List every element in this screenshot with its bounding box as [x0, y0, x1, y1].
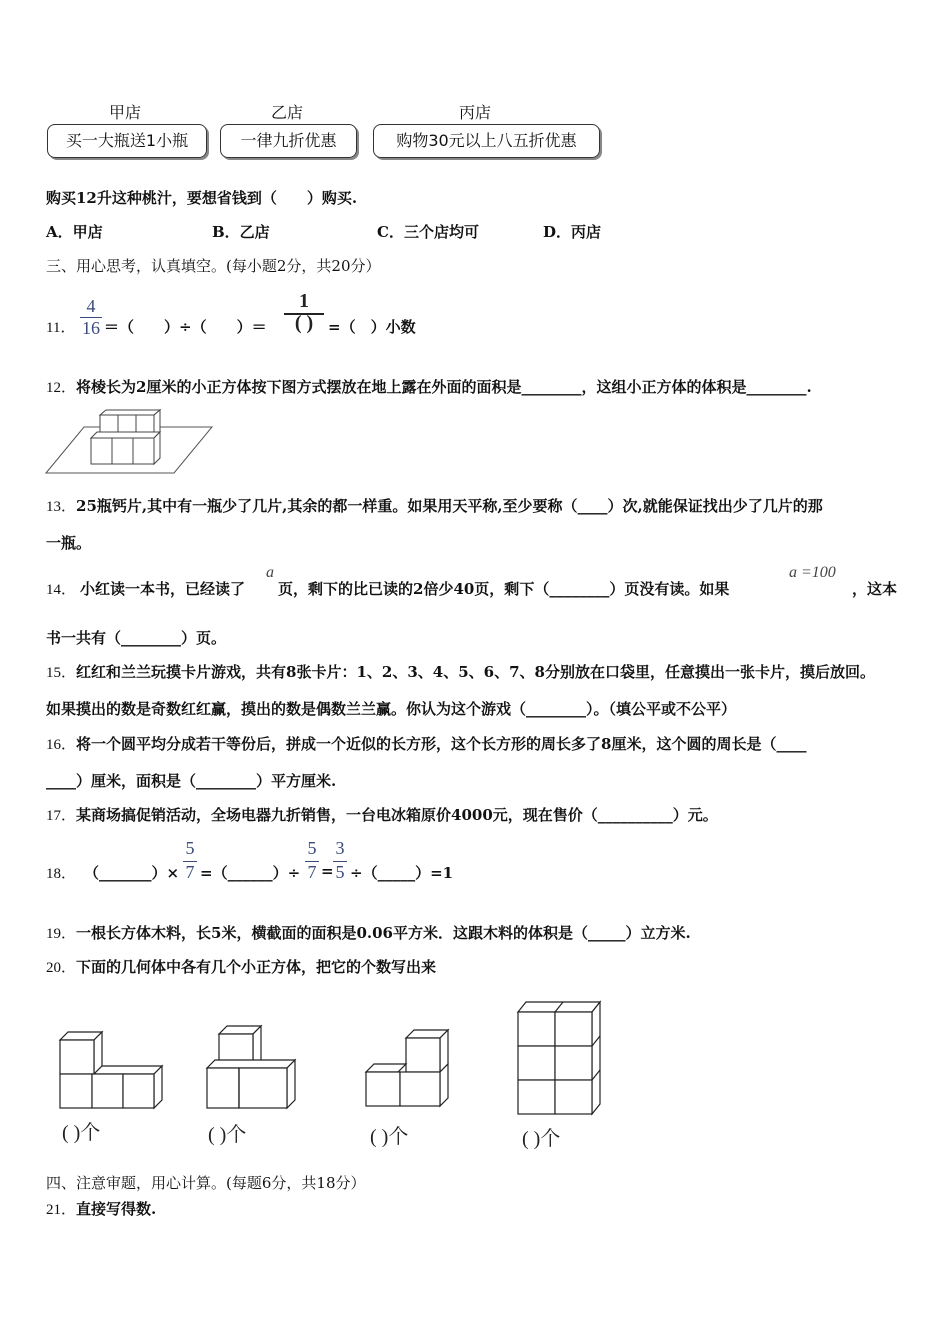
- q11-frac2-denominator: ( ): [294, 312, 314, 334]
- q12-cube-figure: [44, 405, 216, 477]
- option-c[interactable]: C．三个店均可: [377, 223, 479, 241]
- q11-middle: ＝（ ）÷（ ）＝: [104, 318, 267, 336]
- store-offer-jia: 买一大瓶送1小瓶: [47, 124, 207, 158]
- store-offer-bing: 购物30元以上八五折优惠: [373, 124, 600, 158]
- option-d[interactable]: D．丙店: [543, 223, 602, 241]
- q17-number: 17．: [46, 808, 77, 824]
- q14-line2: 书一共有（________）页。: [46, 629, 227, 647]
- q11-number: 11．: [46, 320, 76, 336]
- q21: [46, 1198, 156, 1219]
- option-b[interactable]: B．乙店: [212, 223, 270, 241]
- q18-fraction-3: [333, 838, 347, 884]
- q16-number: 16．: [46, 737, 77, 753]
- q18-part3: =: [321, 862, 334, 880]
- q11-frac-denominator: 16: [82, 318, 100, 338]
- q14-condition: a =100: [789, 564, 836, 581]
- q16-text-1: 将一个圆平均分成若干等份后，拼成一个近似的长方形，这个长方形的周长多了8厘米，这个圆的周长是（____: [76, 735, 807, 753]
- q20-answer-3[interactable]: ( )个: [370, 1126, 409, 1148]
- q19-text: 一根长方体木料，长5米，横截面的面积是0.06平方米．这跟木料的体积是（_____）立方米.: [76, 924, 691, 942]
- q18: [46, 836, 546, 888]
- q15-line1: [46, 661, 875, 682]
- q13-number: 13．: [46, 499, 77, 515]
- q20-answer-1[interactable]: ( )个: [62, 1122, 101, 1144]
- q20-figure-1: [56, 1030, 166, 1112]
- store-name-yi: 乙店: [270, 103, 303, 122]
- store-name-jia: 甲店: [108, 103, 141, 122]
- q18-f2-num: 5: [307, 838, 317, 858]
- q12-text: 将棱长为2厘米的小正方体按下图方式摆放在地上露在外面的面积是________，这组小正方体的体积是________.: [76, 378, 812, 396]
- q18-fraction-2: [305, 838, 319, 884]
- q18-number: 18．: [46, 866, 77, 882]
- q19-number: 19．: [46, 926, 77, 942]
- q14-var-a: a: [266, 564, 274, 581]
- q17: [46, 804, 718, 825]
- q12: [46, 376, 812, 397]
- section-4-heading: 四、注意审题，用心计算。(每题6分，共18分）: [46, 1174, 366, 1192]
- q11-tail: =（ ）小数: [328, 318, 416, 336]
- store-offer-yi: 一律九折优惠: [220, 124, 357, 158]
- q20-answer-4[interactable]: ( )个: [522, 1128, 561, 1150]
- q16-line2: ____）厘米，面积是（________）平方厘米.: [46, 772, 337, 790]
- q14-line1: [46, 562, 916, 602]
- q17-text: 某商场搞促销活动，全场电器九折销售，一台电冰箱原价4000元，现在售价（__________）元。: [76, 806, 718, 824]
- q13-line1: [46, 495, 823, 516]
- q20-figure-3: [360, 1026, 456, 1114]
- q20-text: 下面的几何体中各有几个小正方体，把它的个数写出来: [76, 958, 437, 976]
- q18-f1-num: 5: [185, 838, 195, 858]
- cube-stack: [91, 410, 160, 464]
- q18-part4: ÷（_____）=1: [350, 864, 454, 882]
- q18-f2-den: 7: [307, 862, 317, 882]
- q11-fraction-1-blank: [284, 290, 324, 340]
- q21-number: 21．: [46, 1202, 77, 1218]
- option-a[interactable]: A．甲店: [46, 223, 103, 241]
- q11-frac2-numerator: 1: [299, 290, 309, 312]
- q18-f3-den: 5: [335, 862, 345, 882]
- q18-part1: （_______）×: [84, 864, 180, 882]
- q15-text-1: 红红和兰兰玩摸卡片游戏，共有8张卡片：1、2、3、4、5、6、7、8分别放在口袋里，任意摸出一张卡片，摸后放回。: [76, 663, 875, 681]
- q18-f1-den: 7: [185, 862, 195, 882]
- q18-part2: =（______）÷: [200, 864, 301, 882]
- q14-part1: 小红读一本书，已经读了: [80, 580, 246, 598]
- q18-f3-num: 3: [335, 838, 345, 858]
- q19: [46, 922, 691, 943]
- q11: [46, 290, 546, 346]
- q15-line2: 如果摸出的数是奇数红红赢，摸出的数是偶数兰兰赢。你认为这个游戏（________）。（填公平或不公平）: [46, 700, 737, 718]
- q20: [46, 956, 436, 977]
- q16-line1: [46, 733, 806, 754]
- q20-figure-4: [512, 1000, 606, 1118]
- q14-number: 14．: [46, 582, 77, 598]
- section-3-heading: 三、用心思考，认真填空。(每小题2分，共20分）: [46, 257, 381, 275]
- q11-frac-numerator: 4: [86, 296, 96, 316]
- q20-number: 20．: [46, 960, 77, 976]
- q13-text-1: 25瓶钙片,其中有一瓶少了几片,其余的都一样重。如果用天平称,至少要称（____）次,就能保证找出少了几片的那: [76, 497, 823, 515]
- q15-number: 15．: [46, 665, 77, 681]
- q14-part2: 页，剩下的比已读的2倍少40页，剩下（________）页没有读。如果: [278, 580, 730, 598]
- q12-number: 12．: [46, 380, 77, 396]
- q13-line2: 一瓶。: [46, 534, 92, 552]
- q20-answer-2[interactable]: ( )个: [208, 1124, 247, 1146]
- q21-text: 直接写得数.: [76, 1200, 157, 1218]
- q20-figure-2: [203, 1024, 299, 1112]
- store-name-bing: 丙店: [458, 103, 491, 122]
- q14-part3: ，这本: [852, 580, 898, 598]
- q-prev-stem: 购买12升这种桃汁，要想省钱到（ ）购买.: [46, 189, 358, 207]
- q11-fraction-4-16: [80, 296, 102, 340]
- q18-fraction-1: [183, 838, 197, 884]
